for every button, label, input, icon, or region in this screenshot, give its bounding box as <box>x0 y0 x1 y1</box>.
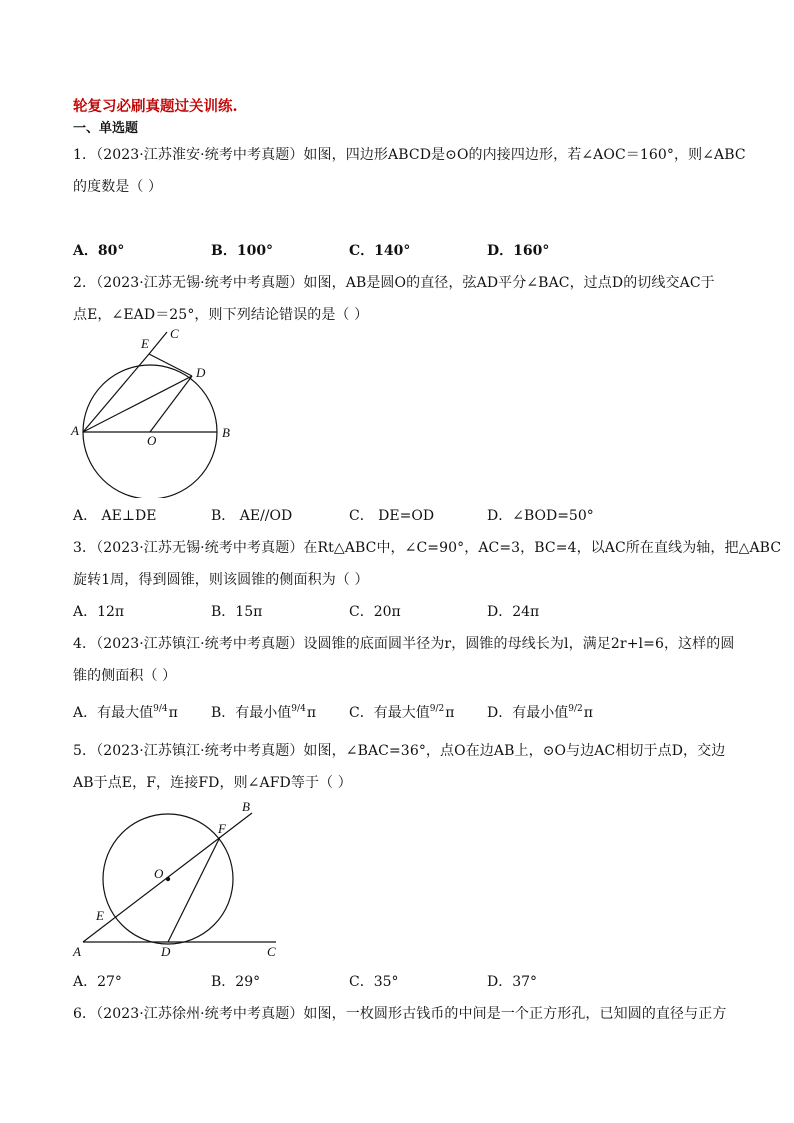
label-e: E <box>141 336 149 351</box>
q4-option-c-label: C．有最大值 <box>349 705 430 721</box>
fraction-den: 2 <box>577 704 583 714</box>
chord-ad <box>83 376 192 432</box>
page-title: 轮复习必刷真题过关训练. <box>73 98 238 115</box>
label-d: D <box>161 944 171 959</box>
label-o: O <box>147 433 157 448</box>
question-1-line-1: 1．（2023·江苏淮安·统考中考真题）如图，四边形ABCD是⊙O的内接四边形，若∠AOC＝160°，则∠ABC <box>73 147 746 163</box>
question-2-line-2: 点E，∠EAD＝25°，则下列结论错误的是（ ） <box>73 307 369 323</box>
q4-option-d[interactable] <box>487 702 593 722</box>
label-a: A <box>73 944 81 959</box>
radius-od <box>150 376 192 432</box>
extension-ec <box>149 332 167 354</box>
question-4-line-2: 锥的侧面积（ ） <box>73 668 177 684</box>
label-a: A <box>71 423 79 438</box>
label-d: D <box>196 365 206 380</box>
question-5-line-2: AB于点E，F，连接FD，则∠AFD等于（ ） <box>73 775 352 791</box>
q5-option-c[interactable]: C．35° <box>349 974 399 990</box>
question-3-line-1: 3．（2023·江苏无锡·统考中考真题）在Rt△ABC中，∠C=90°，AC=3，BC=4，以AC所在直线为轴，把△ABC <box>73 540 782 556</box>
question-3-line-2: 旋转1周，得到圆锥，则该圆锥的侧面积为（ ） <box>73 572 369 588</box>
label-c: C <box>170 326 179 341</box>
label-f: F <box>218 821 226 836</box>
q2-option-a[interactable]: A． AE⊥DE <box>73 508 157 524</box>
fraction-num: 9 <box>568 704 574 714</box>
label-o: O <box>154 866 164 881</box>
label-b: B <box>222 425 230 440</box>
pi: π <box>583 705 593 721</box>
fraction-den: 2 <box>438 704 445 714</box>
pi: π <box>445 705 455 721</box>
line-ae <box>83 354 149 432</box>
q1-option-b[interactable]: B．100° <box>211 243 274 259</box>
q5-option-d[interactable]: D．37° <box>487 974 538 990</box>
q4-option-d-label: D．有最小值 <box>487 705 569 721</box>
q3-option-b[interactable]: B．15π <box>211 604 263 620</box>
q3-option-d[interactable]: D．24π <box>487 604 540 620</box>
fraction: 9/4 <box>291 704 306 714</box>
pi: π <box>168 705 178 721</box>
question-2-line-1: 2．（2023·江苏无锡·统考中考真题）如图，AB是圆O的直径，弦AD平分∠BAC，过点D的切线交AC于 <box>73 275 715 291</box>
q4-option-a-label: A．有最大值 <box>73 705 154 721</box>
question-6-line-1: 6．（2023·江苏徐州·统考中考真题）如图，一枚圆形古钱币的中间是一个正方形孔，已知圆的直径与正方 <box>73 1006 727 1022</box>
label-c: C <box>267 944 276 959</box>
q5-option-b[interactable]: B．29° <box>211 974 261 990</box>
fraction-num: 9 <box>429 704 436 714</box>
label-e: E <box>96 908 104 923</box>
q1-option-a[interactable]: A．80° <box>73 243 125 259</box>
question-4-line-1: 4．（2023·江苏镇江·统考中考真题）设圆锥的底面圆半径为r，圆锥的母线长为l，满足2r+l=6，这样的圆 <box>73 636 735 652</box>
label-b: B <box>242 799 250 814</box>
q4-option-a[interactable] <box>73 702 178 722</box>
center-point <box>166 877 170 881</box>
question-1-line-2: 的度数是（ ） <box>73 179 163 195</box>
fraction: 9/4 <box>153 704 168 714</box>
fraction-num: 9 <box>153 704 159 714</box>
q4-option-c[interactable] <box>349 702 454 722</box>
figure-circle-tangent <box>66 322 246 498</box>
q3-option-a[interactable]: A．12π <box>73 604 125 620</box>
fraction: 9/2 <box>429 704 445 714</box>
section-heading: 一、单选题 <box>73 121 139 136</box>
q5-option-a[interactable]: A．27° <box>73 974 122 990</box>
figure-tangent-circle <box>66 795 290 963</box>
fraction-den: 4 <box>300 704 306 714</box>
pi: π <box>306 705 317 721</box>
q2-option-b[interactable]: B． AE//OD <box>211 508 293 524</box>
fraction: 9/2 <box>568 704 583 714</box>
q3-option-c[interactable]: C．20π <box>349 604 401 620</box>
question-5-line-1: 5．（2023·江苏镇江·统考中考真题）如图，∠BAC=36°，点O在边AB上，⊙O与边AC相切于点D，交边 <box>73 743 726 759</box>
fraction-num: 9 <box>291 704 298 714</box>
q2-option-d[interactable]: D．∠BOD=50° <box>487 508 594 524</box>
q4-option-b[interactable] <box>211 702 316 722</box>
q4-option-b-label: B．有最小值 <box>211 705 292 721</box>
q2-option-c[interactable]: C． DE=OD <box>349 508 435 524</box>
q1-option-d[interactable]: D．160° <box>487 243 550 259</box>
q1-option-c[interactable]: C．140° <box>349 243 411 259</box>
fraction-den: 4 <box>161 704 168 714</box>
